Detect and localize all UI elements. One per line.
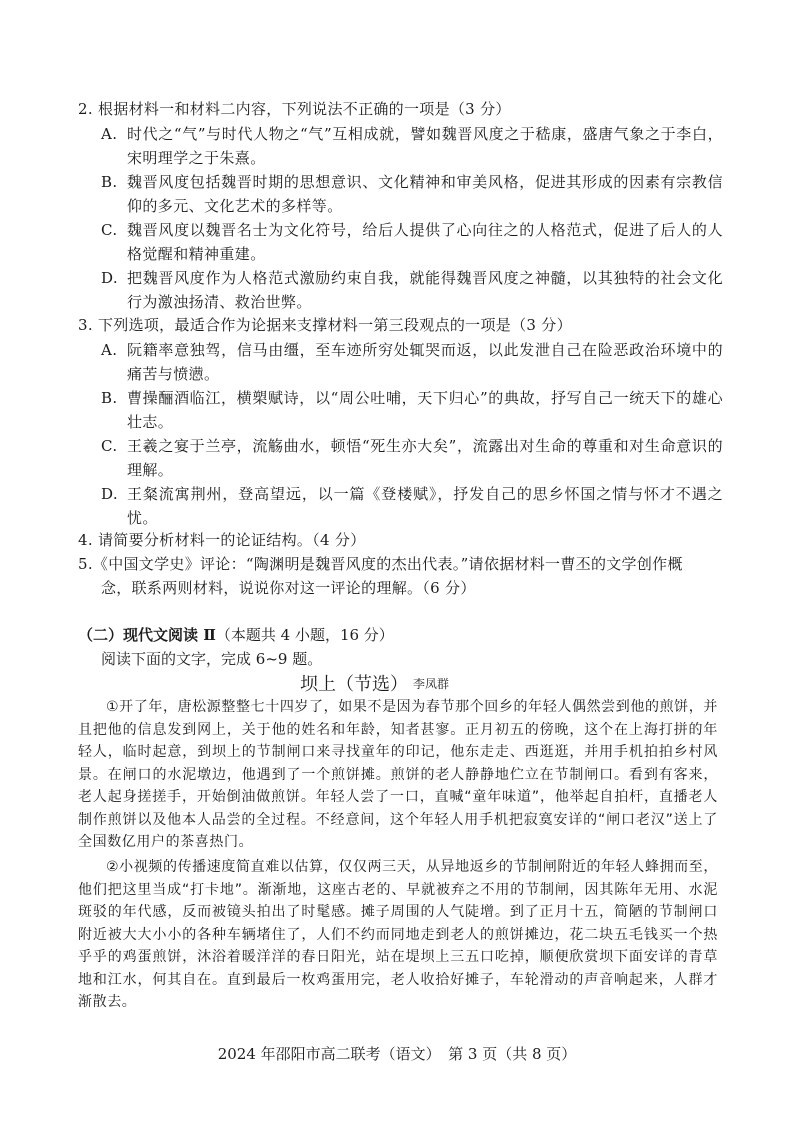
question-2-option-a bbox=[101, 122, 723, 170]
question-2-stem: 2. 根据材料一和材料二内容，下列说法不正确的一项是（3 分） bbox=[78, 100, 511, 118]
option-key: D. bbox=[101, 485, 119, 503]
option-text: 阮籍率意独驾，信马由缰，至车迹所穷处辄哭而返，以此发泄自己在险恶政治环境中的痛苦与愤懑。 bbox=[127, 341, 723, 383]
question-2-option-d bbox=[101, 266, 723, 314]
question-4: 4. 请简要分析材料一的论证结构。（4 分） bbox=[78, 531, 366, 549]
page-footer: 2024 年邵阳市高二联考（语文） 第 3 页（共 8 页） bbox=[217, 1045, 577, 1063]
section-instruction: 阅读下面的文字，完成 6~9 题。 bbox=[101, 650, 323, 668]
option-key: B. bbox=[101, 173, 118, 191]
question-3-option-a bbox=[101, 338, 723, 386]
question-2-option-b bbox=[101, 170, 723, 218]
option-text: 把魏晋风度作为人格范式激励约束自我，就能得魏晋风度之神髓，以其独特的社会文化行为激浊扬清、救治世弊。 bbox=[127, 269, 723, 311]
option-key: A. bbox=[101, 125, 118, 143]
passage-author: 李凤群 bbox=[413, 677, 450, 691]
option-key: C. bbox=[101, 437, 118, 455]
passage-title: 坝上（节选） bbox=[300, 674, 408, 695]
option-text: 王羲之宴于兰亭，流觞曲水，顿悟“死生亦大矣”，流露出对生命的尊重和对生命意识的理解。 bbox=[127, 437, 723, 479]
section-title: （二）现代文阅读 Ⅱ bbox=[78, 626, 216, 644]
section-subtitle: （本题共 4 小题，16 分） bbox=[215, 626, 394, 644]
option-text: 魏晋风度包括魏晋时期的思想意识、文化精神和审美风格，促进其形成的因素有宗教信仰的多元、文化艺术的多样等。 bbox=[127, 173, 723, 215]
option-key: A. bbox=[101, 341, 118, 359]
question-3-option-c bbox=[101, 434, 723, 482]
question-3-option-b bbox=[101, 386, 723, 434]
section-heading bbox=[78, 624, 394, 645]
option-key: D. bbox=[101, 269, 119, 287]
question-3-option-d bbox=[101, 482, 723, 530]
option-text: 曹操酾酒临江，横槊赋诗，以“周公吐哺，天下归心”的典故，抒写自己一统天下的雄心壮志。 bbox=[127, 389, 723, 431]
question-3-stem: 3. 下列选项，最适合作为论据来支撑材料一第三段观点的一项是（3 分） bbox=[78, 316, 572, 334]
passage-paragraph-1: ①开了年，唐松源整整七十四岁了，如果不是因为春节那个回乡的年轻人偶然尝到他的煎饼，并且把他的信息发到网上，关于他的姓名和年龄，知者甚寥。正月初五的傍晚，这个在上海打拼的年轻人，临时起意，到坝上的节制闸口来寻找童年的印记，他东走走、西逛逛，并用手机拍拍乡村风景。在闸口的水泥墩边，他遇到了一个煎饼摊。煎饼的老人静静地伫立在节制闸口。看到有客来，老人起身搓搓手，开始倒油做煎饼。年轻人尝了一口，直喊“童年味道”，他举起自拍杆，直播老人制作煎饼以及他本人品尝的全过程。不经意间，这个年轻人用手机把寂寞安详的“闸口老汉”送上了全国数亿用户的茶喜热门。 bbox=[78, 699, 718, 850]
option-key: C. bbox=[101, 221, 118, 239]
option-text: 魏晋风度以魏晋名士为文化符号，给后人提供了心向往之的人格范式，促进了后人的人格觉醒和精神重建。 bbox=[127, 221, 723, 263]
passage-paragraph-2: ②小视频的传播速度简直难以估算，仅仅两三天，从异地返乡的节制闸附近的年轻人蜂拥而至，他们把这里当成“打卡地”。渐渐地，这座古老的、早就被弃之不用的节制闸，因其陈年无用、水泥斑驳的年代感，反而被镜头拍出了时髦感。摊子周围的人气陡增。到了正月十五，简陋的节制闸口附近被大大小小的各种车辆堵住了，人们不约而同地走到老人的煎饼摊边，花二块五毛钱买一个热乎乎的鸡蛋煎饼，沐浴着暖洋洋的春日阳光，站在堤坝上三五口吃掉，顺便欣赏坝下面安详的青草地和江水，何其自在。直到最后一枚鸡蛋用完，老人收拾好摊子，车轮滑动的声音响起来，人群才渐散去。 bbox=[78, 859, 718, 1010]
question-5-line-1: 5.《中国文学史》评论：“陶渊明是魏晋风度的杰出代表。”请依据材料一曹丕的文学创作概 bbox=[78, 555, 683, 573]
option-text: 王粲流寓荆州，登高望远，以一篇《登楼赋》，抒发自己的思乡怀国之情与怀才不遇之忧。 bbox=[127, 485, 723, 527]
option-text: 时代之“气”与时代人物之“气”互相成就，譬如魏晋风度之于嵇康，盛唐气象之于李白，宋明理学之于朱熹。 bbox=[127, 125, 723, 167]
option-key: B. bbox=[101, 389, 118, 407]
question-2-option-c bbox=[101, 218, 723, 266]
question-5-line-2: 念，联系两则材料，说说你对这一评论的理解。（6 分） bbox=[101, 579, 476, 597]
